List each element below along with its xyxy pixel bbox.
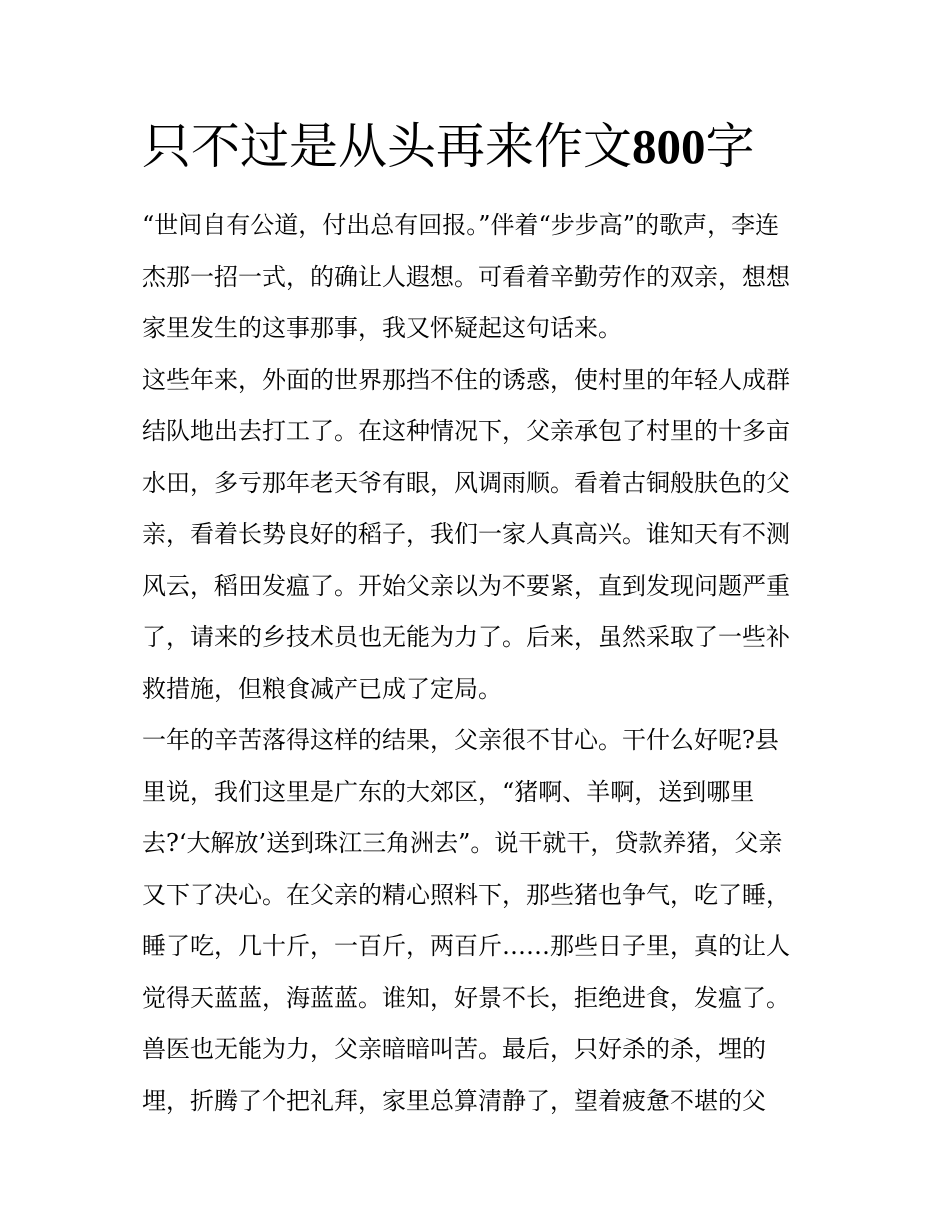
text-line: 风云，稻田发瘟了。开始父亲以为不要紧，直到发现问题严重 (142, 571, 790, 600)
text-line: 家里发生的这事那事，我又怀疑起这句话来。 (142, 314, 622, 342)
text-line: 去?‘大解放’送到珠江三角洲去”。说干就干，贷款养猪，父亲 (142, 829, 783, 857)
text-line: 一年的辛苦落得这样的结果，父亲很不甘心。干什么好呢?县 (142, 726, 779, 754)
text-line: 兽医也无能为力，父亲暗暗叫苦。最后，只好杀的杀，埋的 (142, 1035, 766, 1063)
text-line: 了，请来的乡技术员也无能为力了。后来，虽然采取了一些补 (142, 623, 790, 651)
text-line: 亲，看着长势良好的稻子，我们一家人真高兴。谁知天有不测 (142, 520, 790, 548)
paragraph-1 (142, 200, 822, 355)
text-line: 这些年来，外面的世界那挡不住的诱惑，使村里的年轻人成群 (142, 365, 790, 394)
essay-body (142, 200, 822, 1127)
text-line: 埋，折腾了个把礼拜，家里总算清静了，望着疲惫不堪的父 (142, 1086, 766, 1115)
paragraph-2 (142, 355, 822, 716)
text-line: “世间自有公道，付出总有回报。”伴着“步步高”的歌声，李连 (142, 211, 780, 239)
title-number: 800 (632, 119, 706, 174)
paragraph-3 (142, 715, 822, 1127)
text-line: 觉得天蓝蓝，海蓝蓝。谁知，好景不长，拒绝进食，发瘟了。 (142, 983, 790, 1012)
text-line: 睡了吃，几十斤，一百斤，两百斤……那些日子里，真的让人 (142, 932, 790, 960)
text-line: 又下了决心。在父亲的精心照料下，那些猪也争气，吃了睡， (142, 880, 790, 909)
page-title (142, 110, 862, 184)
text-line: 结队地出去打工了。在这种情况下，父亲承包了村里的十多亩 (142, 417, 790, 445)
text-line: 里说，我们这里是广东的大郊区，“猪啊、羊啊，送到哪里 (142, 777, 755, 806)
text-line: 杰那一招一式，的确让人遐想。可看着辛勤劳作的双亲，想想 (142, 262, 790, 291)
text-line: 救措施，但粮食减产已成了定局。 (142, 674, 502, 703)
text-line: 水田，多亏那年老天爷有眼，风调雨顺。看着古铜般肤色的父 (142, 468, 790, 497)
title-suffix: 字 (705, 118, 755, 175)
title-text: 只不过是从头再来作文 (142, 118, 633, 175)
